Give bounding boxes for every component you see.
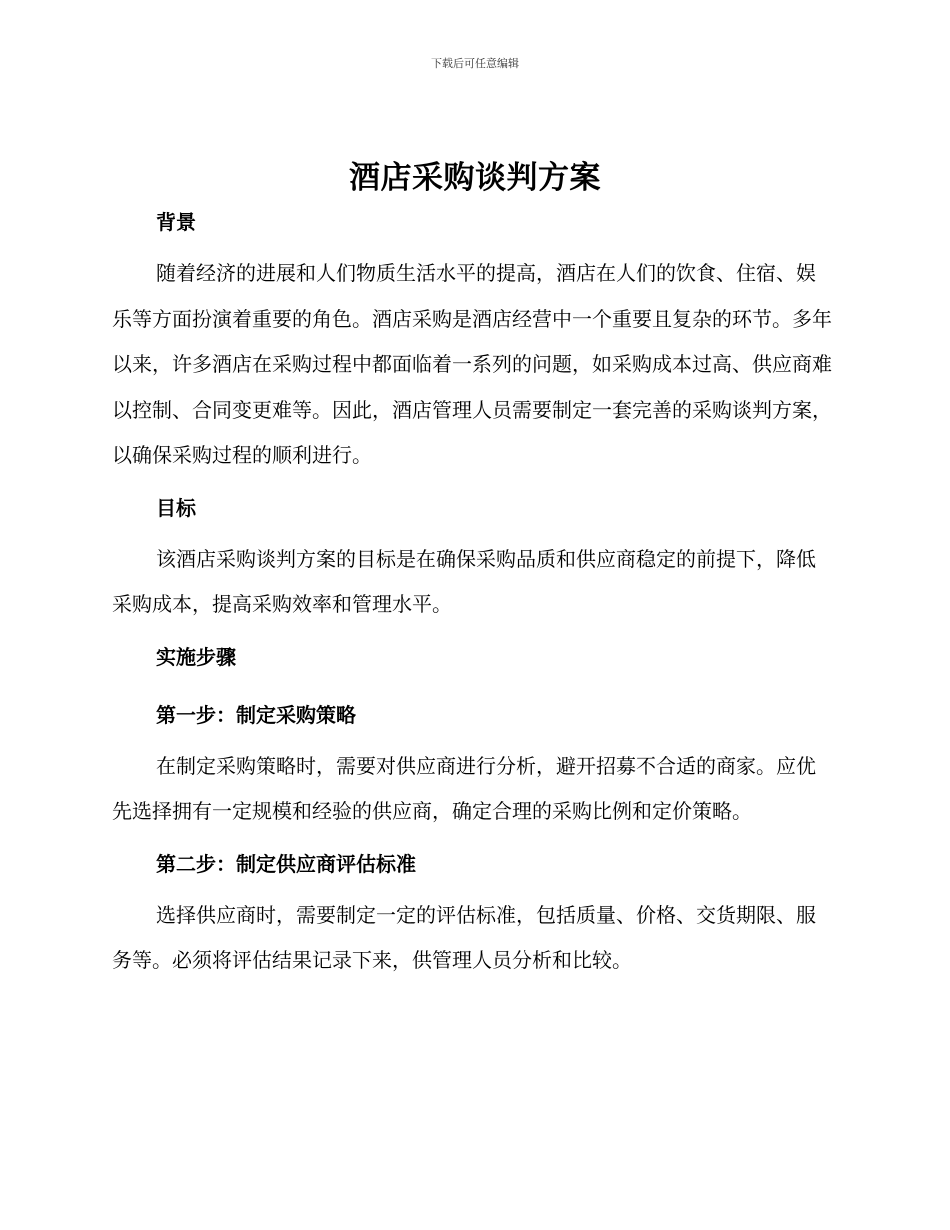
document-body: [112, 205, 832, 984]
section-heading-goal: 目标: [156, 495, 196, 520]
section-paragraph-goal: 该酒店采购谈判方案的目标是在确保采购品质和供应商稳定的前提下，降低采购成本，提高采购效率和管理水平。: [112, 546, 816, 616]
section-heading-steps: 实施步骤: [156, 644, 236, 669]
section-paragraph-step1: 在制定采购策略时，需要对供应商进行分析，避开招募不合适的商家。应优先选择拥有一定规模和经验的供应商，确定合理的采购比例和定价策略。: [112, 753, 816, 823]
document-title: 酒店采购谈判方案: [349, 160, 601, 196]
page-header: 下载后可任意编辑: [431, 57, 519, 70]
section-paragraph-step2: 选择供应商时，需要制定一定的评估标准，包括质量、价格、交货期限、服务等。必须将评估结果记录下来，供管理人员分析和比较。: [112, 902, 816, 972]
section-paragraph-background: 随着经济的进展和人们物质生活水平的提高，酒店在人们的饮食、住宿、娱乐等方面扮演着重要的角色。酒店采购是酒店经营中一个重要且复杂的环节。多年以来，许多酒店在采购过程中都面临着一系列的问题，如采购成本过高、供应商难以控制、合同变更难等。因此，酒店管理人员需要制定一套完善的采购谈判方案，以确保采购过程的顺利进行。: [112, 261, 832, 467]
section-heading-background: 背景: [156, 210, 196, 234]
section-heading-step1: 第一步：制定采购策略: [156, 702, 356, 727]
section-heading-step2: 第二步：制定供应商评估标准: [156, 851, 416, 876]
